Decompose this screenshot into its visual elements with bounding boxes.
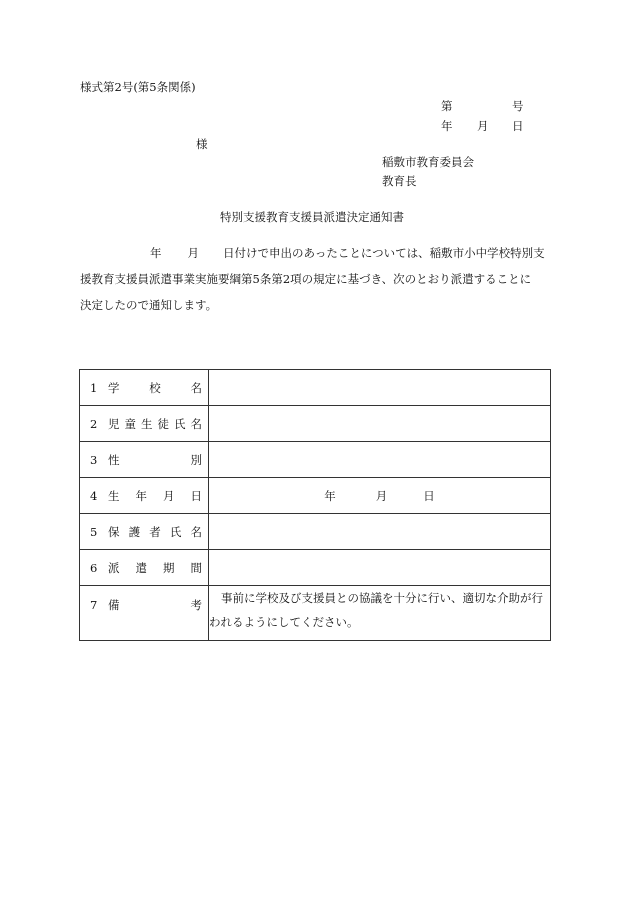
row-number: 3 xyxy=(90,452,98,467)
row-label-char: 備 xyxy=(108,598,120,612)
row-value-cell[interactable] xyxy=(209,550,551,586)
row-label-char: 別 xyxy=(190,452,202,467)
row-value-cell[interactable] xyxy=(209,406,551,442)
row-number: 2 xyxy=(90,416,98,431)
table-row xyxy=(80,406,551,442)
date-label-tsuki: 月 xyxy=(477,119,489,133)
document-title: 特別支援教育支援員派遣決定通知書 xyxy=(220,210,404,224)
row-number: 7 xyxy=(90,598,98,612)
row-value-cell[interactable] xyxy=(209,514,551,550)
row-label-char: 考 xyxy=(190,598,202,612)
table-row xyxy=(80,586,551,641)
table-row xyxy=(80,370,551,406)
row-value-cell[interactable] xyxy=(209,442,551,478)
row-label-cell xyxy=(80,514,209,550)
body-line1-rest: 日付けで申出のあったことについては、稲敷市小中学校特別支 xyxy=(223,246,545,260)
row-label-char: 派 xyxy=(108,560,120,575)
date-label-nen: 年 xyxy=(441,119,453,133)
body-paragraph xyxy=(80,240,554,318)
row-label-char: 生 xyxy=(141,416,153,431)
row-label-char: 名 xyxy=(190,524,202,539)
body-line-1 xyxy=(80,240,554,266)
row-label-char: 校 xyxy=(149,380,161,395)
body-nen: 年 xyxy=(150,246,162,260)
body-line-3: 決定したので通知します。 xyxy=(80,298,218,312)
row-label-char: 日 xyxy=(190,488,202,503)
number-label-dai: 第 xyxy=(441,99,453,113)
birthdate-tsuki-label: 月 xyxy=(375,488,388,503)
number-label-go: 号 xyxy=(512,99,524,113)
row-label-char: 者 xyxy=(149,524,161,539)
row-label-cell xyxy=(80,586,209,641)
row-number: 4 xyxy=(90,488,98,503)
issuer-org: 稲敷市教育委員会 xyxy=(382,155,474,169)
row-label-char: 名 xyxy=(190,380,202,395)
row-label xyxy=(108,597,202,613)
row-label xyxy=(108,524,202,540)
row-label xyxy=(108,380,202,396)
row-label-char: 保 xyxy=(108,524,120,539)
row-number: 5 xyxy=(90,524,98,539)
row-label-cell xyxy=(80,442,209,478)
issuer-title: 教育長 xyxy=(382,174,417,188)
row-value-cell[interactable] xyxy=(209,586,551,641)
table-row xyxy=(80,478,551,514)
row-label-char: 氏 xyxy=(174,416,186,431)
row-label-char: 年 xyxy=(135,488,147,503)
birthdate-nen-label: 年 xyxy=(324,488,336,503)
row-label-cell xyxy=(80,550,209,586)
row-label-char: 生 xyxy=(108,488,120,503)
row-label-char: 童 xyxy=(124,416,136,431)
body-line-2: 援教育支援員派遣事業実施要綱第5条第2項の規定に基づき、次のとおり派遣することに xyxy=(80,272,532,286)
row-label-char: 期 xyxy=(163,560,175,575)
row-label-cell xyxy=(80,370,209,406)
table-row xyxy=(80,442,551,478)
date-label-hi: 日 xyxy=(512,119,524,133)
birthdate-fields xyxy=(209,488,550,504)
row-label xyxy=(108,416,202,432)
row-value-cell[interactable] xyxy=(209,478,551,514)
addressee-suffix: 様 xyxy=(196,137,208,151)
row-label xyxy=(108,488,202,504)
row-number: 1 xyxy=(90,380,98,395)
dispatch-table xyxy=(79,369,551,641)
row-label xyxy=(108,560,202,576)
row-label-char: 間 xyxy=(190,560,202,575)
row-label-char: 月 xyxy=(163,488,175,503)
row-label-char: 性 xyxy=(108,452,120,467)
row-number: 6 xyxy=(90,560,98,575)
note-line-2: われるようにしてください。 xyxy=(209,615,359,629)
row-label xyxy=(108,452,202,468)
table-row xyxy=(80,514,551,550)
row-value-cell[interactable] xyxy=(209,370,551,406)
birthdate-hi-label: 日 xyxy=(423,488,435,503)
row-label-char: 氏 xyxy=(169,524,182,539)
row-label-char: 児 xyxy=(108,416,120,431)
form-number: 様式第2号(第5条関係) xyxy=(80,80,196,94)
note-line-1: 事前に学校及び支援員との協議を十分に行い、適切な介助が行 xyxy=(221,591,543,605)
table-row xyxy=(80,550,551,586)
row-label-char: 護 xyxy=(128,524,141,539)
row-label-char: 名 xyxy=(190,416,202,431)
row-label-char: 遣 xyxy=(135,560,147,575)
row-label-cell xyxy=(80,406,209,442)
body-tsuki: 月 xyxy=(187,246,199,260)
row-label-cell xyxy=(80,478,209,514)
row-label-char: 学 xyxy=(108,380,120,395)
row-label-char: 徒 xyxy=(157,416,169,431)
